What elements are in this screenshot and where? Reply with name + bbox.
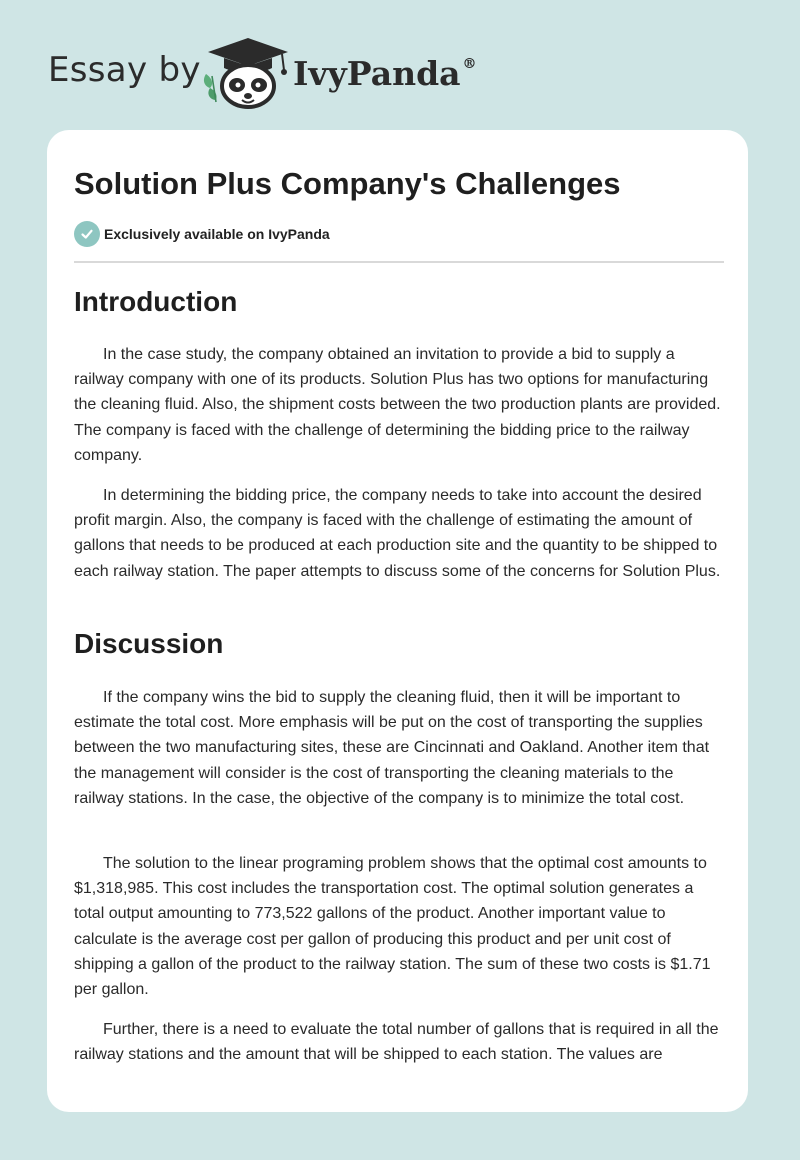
exclusive-badge (74, 221, 330, 247)
essay-card (47, 130, 748, 1112)
paragraph: Further, there is a need to evaluate the total number of gallons that is required in all the railway stations and the amount that will be shipped to each station. The values are (74, 1021, 719, 1064)
page-title: Solution Plus Company's Challenges (74, 166, 621, 201)
paragraph: The solution to the linear programing problem shows that the optimal cost amounts to $1,318,985. This cost includes the transportation cost. The optimal solution generates a total output amounting to 773,522 gallons of the product. Another important value to calculate is the average cost per gallon of producing this product and per unit cost of shipping a gallon of the product to the railway station. The sum of these two costs is $1.71 per gallon. (74, 855, 711, 999)
brand-text: IvyPanda (293, 54, 461, 93)
paragraph: In the case study, the company obtained an invitation to provide a bid to supply a railway company with one of its products. Solution Plus has two options for manufacturing the cleaning fluid. Also, the shipment costs between the two production plants are provided. The company is faced with the challenge of determining the bidding price to the railway company. (74, 346, 721, 464)
ivypanda-logo-icon[interactable] (200, 36, 290, 110)
brand-name[interactable] (293, 54, 477, 93)
paragraph: If the company wins the bid to supply the cleaning fluid, then it will be important to estimate the total cost. More emphasis will be put on the cost of transporting the supplies between the two manufacturing sites, these are Cincinnati and Oakland. Another item that the management will consider is the cost of transporting the cleaning materials to the railway stations. In the case, the objective of the company is to minimize the total cost. (74, 689, 710, 807)
essay-by-label: Essay by (48, 50, 201, 90)
registered-mark: ® (462, 56, 477, 72)
check-circle-icon (74, 221, 100, 247)
title-divider (74, 261, 724, 263)
site-header (0, 0, 800, 120)
section-heading-introduction: Introduction (74, 286, 238, 317)
exclusive-badge-label: Exclusively available on IvyPanda (104, 226, 330, 242)
paragraph: In determining the bidding price, the company needs to take into account the desired profit margin. Also, the company is faced with the challenge of estimating the amount of gallons that needs to be produced at each production site and the quantity to be shipped to each railway station. The paper attempts to discuss some of the concerns for Solution Plus. (74, 487, 721, 580)
section-heading-discussion: Discussion (74, 628, 224, 659)
